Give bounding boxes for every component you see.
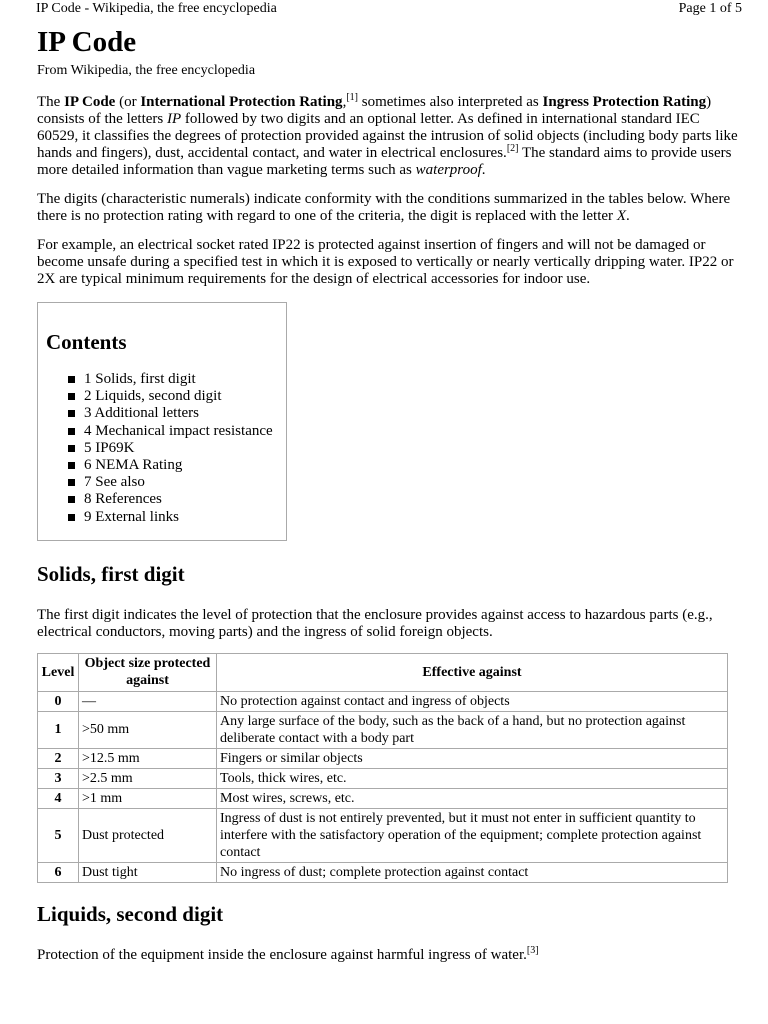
effective-cell: No protection against contact and ingress of objects xyxy=(217,691,728,711)
square-bullet-icon xyxy=(68,445,75,452)
toc-item[interactable]: 1 Solids, first digit xyxy=(68,371,278,388)
table-row xyxy=(38,748,728,768)
size-cell: >12.5 mm xyxy=(79,748,217,768)
table-row xyxy=(38,788,728,808)
section-heading-liquids: Liquids, second digit xyxy=(37,901,224,926)
toc-item[interactable]: 9 External links xyxy=(68,509,278,526)
effective-cell: Ingress of dust is not entirely prevented, but it must not enter in sufficient quantity to interfere with the satisfactory operation of the equipment; complete protection against contact xyxy=(217,808,728,862)
level-cell: 0 xyxy=(38,691,79,711)
toc-item[interactable]: 4 Mechanical impact resistance xyxy=(68,423,278,440)
size-cell: Dust protected xyxy=(79,808,217,862)
level-cell: 6 xyxy=(38,862,79,882)
column-header-effective-against: Effective against xyxy=(217,653,728,691)
liquids-intro: Protection of the equipment inside the enclosure against harmful ingress of water.[3] xyxy=(37,944,539,963)
size-cell: Dust tight xyxy=(79,862,217,882)
section-heading-solids: Solids, first digit xyxy=(37,561,185,586)
page-title: IP Code xyxy=(37,26,137,58)
effective-cell: Tools, thick wires, etc. xyxy=(217,768,728,788)
toc-item[interactable]: 5 IP69K xyxy=(68,440,278,457)
square-bullet-icon xyxy=(68,514,75,521)
effective-cell: Most wires, screws, etc. xyxy=(217,788,728,808)
size-cell: >2.5 mm xyxy=(79,768,217,788)
effective-cell: Any large surface of the body, such as the back of a hand, but no protection against deliberate contact with a body part xyxy=(217,711,728,748)
toc-item[interactable]: 6 NEMA Rating xyxy=(68,457,278,474)
square-bullet-icon xyxy=(68,393,75,400)
level-cell: 3 xyxy=(38,768,79,788)
article-content xyxy=(37,22,742,976)
square-bullet-icon xyxy=(68,410,75,417)
reference-link-3[interactable]: [3] xyxy=(526,944,539,956)
toc-item[interactable]: 2 Liquids, second digit xyxy=(68,388,278,405)
table-row xyxy=(38,711,728,748)
print-header xyxy=(36,0,742,18)
example-paragraph: For example, an electrical socket rated IP22 is protected against insertion of fingers and will not be damaged or become unsafe during a specified test in which it is exposed to vertically or nearly vertically dripping water. IP22 or 2X are typical minimum requirements for the design of electrical accessories for indoor use. xyxy=(37,237,734,287)
effective-cell: Fingers or similar objects xyxy=(217,748,728,768)
square-bullet-icon xyxy=(68,462,75,469)
toc-title: Contents xyxy=(46,330,127,354)
square-bullet-icon xyxy=(68,376,75,383)
table-row xyxy=(38,691,728,711)
print-page-number: Page 1 of 5 xyxy=(678,1,742,16)
level-cell: 2 xyxy=(38,748,79,768)
print-page-title: IP Code - Wikipedia, the free encyclopedia xyxy=(36,1,277,16)
digits-paragraph: The digits (characteristic numerals) indicate conformity with the conditions summarized in the tables below. Where there is no protection rating with regard to one of the criteria, the digit is replaced with the letter X. xyxy=(37,191,731,224)
bold-term-ip-code: IP Code xyxy=(64,94,116,110)
level-cell: 5 xyxy=(38,808,79,862)
reference-link-1[interactable]: [1] xyxy=(346,92,358,103)
square-bullet-icon xyxy=(68,428,75,435)
level-cell: 4 xyxy=(38,788,79,808)
reference-link-2[interactable]: [2] xyxy=(506,143,519,154)
level-cell: 1 xyxy=(38,711,79,748)
table-row xyxy=(38,768,728,788)
bold-term-ingress-protection-rating: Ingress Protection Rating xyxy=(542,94,707,110)
square-bullet-icon xyxy=(68,496,75,503)
toc-item[interactable]: 8 References xyxy=(68,491,278,508)
solids-table xyxy=(37,653,728,883)
table-row xyxy=(38,862,728,882)
toc-item[interactable]: 7 See also xyxy=(68,474,278,491)
toc-item[interactable]: 3 Additional letters xyxy=(68,405,278,422)
table-header-row xyxy=(38,653,728,691)
size-cell: — xyxy=(79,691,217,711)
table-of-contents xyxy=(37,302,287,541)
column-header-object-size: Object size protected against xyxy=(79,653,217,691)
bold-term-international-protection-rating: International Protection Rating xyxy=(140,94,343,110)
solids-intro: The first digit indicates the level of protection that the enclosure provides against access to hazardous parts (e.g., electrical conductors, moving parts) and the ingress of solid foreign objects. xyxy=(37,606,713,640)
column-header-level: Level xyxy=(38,653,79,691)
intro-paragraph: The IP Code (or International Protection Rating,[1] sometimes also interpreted as Ingress Protection Rating) consists of the letters IP followed by two digits and an optional letter. As defined in international standard IEC 60529, it classifies the degrees of protection provided against the intrusion of solid objects (including body parts like hands and fingers), dust, accidental contact, and water in electrical enclosures.[2] The standard aims to provide users more detailed information than vague marketing terms such as waterproof. xyxy=(37,92,738,178)
table-row xyxy=(38,808,728,862)
square-bullet-icon xyxy=(68,479,75,486)
page-subtitle: From Wikipedia, the free encyclopedia xyxy=(37,63,256,78)
size-cell: >50 mm xyxy=(79,711,217,748)
effective-cell: No ingress of dust; complete protection against contact xyxy=(217,862,728,882)
toc-list xyxy=(46,371,278,526)
size-cell: >1 mm xyxy=(79,788,217,808)
